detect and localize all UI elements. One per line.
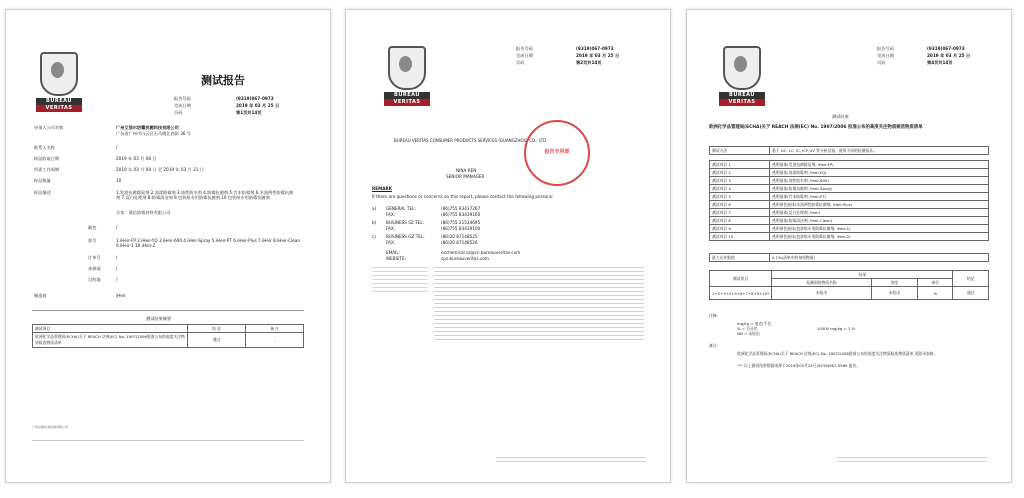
report-title: 测试报告 [201,74,245,87]
bureau-veritas-logo: BUREAU VERITAS [36,52,82,112]
signer-name: NINA REN [456,168,477,173]
sample-description: 1.发泡抗菌除臭剂 2.油漆防霉剂 3.油性防水剂 4.防霉抗菌剂 5.竹木防霉剂 6.水油两性防霉抗菌剂 7.反白处理剂 8.防霉清洁剂 9.包装纸专用防霉抗菌剂 10.包装纸专用防霉抗菌剂 [116,190,294,200]
section-label: 测试结果 [832,114,849,119]
fine-print-left [372,264,428,294]
header-row-date: 完成日期 [174,103,191,108]
result-table: 测试项目 结果 结论 检测到的物质名称 浓度 单位 1+2+3+4+5+6+7+8+9+10* 未检出 未检出 % 通过 [709,270,989,300]
report-page-3: BUREAU VERITAS 报告号码 (9319)067-0973 完成日期 2019 年 03 月 25 日 页码 第4页共14页 测试结果 欧洲化学品管理局(ECHA)关于 REACH 法规(EC) No. 1907/2006 批准公布的高度关注物质候选物质清单 测试方法 基于 GC, LC, IC, ICP,UV 等分析仪器，使用不同的检测技术。 测试项目 1 透明液体(发泡抗菌除臭剂, iHeir-FP) 测试项目 2 透明液体(油漆防霉剂, iHeir-YQ) 测试项目 3 透明液体(油性防水剂, iHeir-600) 测试项目 4 透明液体(防霉抗菌剂, iHeir-Spray) 测试项目 5 透明液体(竹木防霉剂, iHeir-PT) 测试项目 6 透明黄色液体(水油两性防霉抗菌剂, iHeir-Plus) 测试项目 7 透明液体(反白处理剂, iHeir) 测试项目 8 透明液体(防霉清洁剂, iHeir-Clean) 测试项目 9 透明黄色液体(包装纸专用防霉抗菌剂, iHeir-1) 测试项目 10 透明黄色液体(包装纸专用防霉抗菌剂, iHeir-2) 最大允许限值 0.1%(清单中的每项物质) 测试项目 结果 结论 检测到的物质名称 浓度 单位 1+2+3+4+5+6+7+8+9+10* 未检出 未检出 % 通过 注释: mg/kg = 毫克/千克 % = 百分比 10000 mg/kg = 1 % ND = 未检出 备注: 欧洲化学品管理局(ECHA)关于 REACH 法规(EC) No. 1907/2006批准公布的高度关注物质候选物质清单,见附录表格。 “*” 以上测试结果数据来源于2019年03月25日(9319)067-0969 报告。 [686,9,1012,483]
header-row-page: 页码 [174,110,183,115]
applicant-value: 广州艾浩尔防霉抗菌科技有限公司 [116,125,179,130]
page1-footer: 广州必维技术检测有限公司 [32,425,69,429]
signer-title: SENIOR MANAGER [446,174,485,179]
limit-table: 最大允许限值 0.1%(清单中的每项物质) [709,253,989,262]
table-row: 测试项目 8 透明液体(防霉清洁剂, iHeir-Clean) [710,217,989,225]
table-row: 测试项目 1 透明液体(发泡抗菌除臭剂, iHeir-FP) [710,161,989,169]
remark-title: REMARK [372,186,392,191]
bureau-veritas-logo: BUREAU VERITAS [719,46,765,106]
table-row: 测试项目 4 透明液体(防霉抗菌剂, iHeir-Spray) [710,185,989,193]
table-row: 测试项目 2 透明液体(油漆防霉剂, iHeir-YQ) [710,169,989,177]
fine-print-footer [837,454,987,464]
sample-items-table [709,160,989,241]
summary-table: 测试项目 结 论 备 注 欧洲化学品管理局(ECHA)关于 REACH 法规(EC) No. 1907/2006批准公布的高度关注物质候选物质清单 通过 - [32,324,304,348]
official-seal: 报告专用章 [524,120,590,186]
table-row: 测试项目 3 透明液体(油性防水剂, iHeir-600) [710,177,989,185]
fine-print-terms [434,264,644,342]
applicant-label: 申请人公司名称 [34,125,64,130]
shield-icon [723,46,761,90]
table-row: 测试项目 10 透明黄色液体(包装纸专用防霉抗菌剂, iHeir-2) [710,233,989,241]
table-row: 测试项目 7 透明液体(反白处理剂, iHeir) [710,209,989,217]
shield-icon [40,52,78,96]
report-page-1: BUREAU VERITAS 测试报告 报告号码 (9319)067-0973 完成日期 2019 年 03 月 25 日 页码 第1页共14页 申请人公司名称 广州艾浩尔防霉抗菌科技有限公司 广东省广州市白云区石马桃北西街 36 号 联系人名称 / 样品收取日期 2019 年 03 月 08 日 所需工作周期 2019 年 03 月 08 日 至 2019 年 03 月 21 日 样品数量 10 样品描述 1.发泡抗菌除臭剂 2.油漆防霉剂 3.油性防水剂 4.防霉抗菌剂 5.竹木防霉剂 6.水油两性防霉抗菌剂 7.反白处理剂 8.防霉清洁剂 9.包装纸专用防霉抗菌剂 10.包装纸专用防霉抗菌剂 买家：奥信防霉材料有限公司 颜色 / 款号 1.iHeir-FP 2.iHeir-YQ 3.iHeir-600 4.iHeir-Spray 5.iHeir-PT 6.iHeir-Plus 7.iHeir 8.iHeir-Clean 9.iHeir-1 10.iHeir-2 订单号 / 来源地 / 目的地 / 制造商 iHeir 测试结果摘要 测试项目 结 论 备 注 欧洲化学品管理局(ECHA)关于 REACH 法规(EC) No. 1907/2006批准公布的高度关注物质候选物质清单 通过 - 广州必维技术检测有限公司 [5,9,331,483]
table-row: 测试项目 5 透明液体(竹木防霉剂, iHeir-PT) [710,193,989,201]
method-table: 测试方法 基于 GC, LC, IC, ICP,UV 等分析仪器，使用不同的检测技术。 [709,146,989,155]
contact-email: ecchemical.sz@cn.bureauveritas.com [441,250,521,255]
result-conclusion: 通过 [953,287,989,300]
summary-result: 通过 [188,333,246,348]
section-heading: 欧洲化学品管理局(ECHA)关于 REACH 法规(EC) No. 1907/2006 批准公布的高度关注物质候选物质清单 [709,125,923,130]
divider [32,310,304,311]
summary-item: 欧洲化学品管理局(ECHA)关于 REACH 法规(EC) No. 1907/2006批准公布的高度关注物质候选物质清单 [33,333,188,348]
shield-icon [388,46,426,90]
lab-company-name: BUREAU VERITAS CONSUMER PRODUCTS SERVICES (GUANGZHOU) CO., LTD [394,138,547,143]
table-row: 1+2+3+4+5+6+7+8+9+10* 未检出 未检出 % 通过 [710,287,989,300]
table-row: 测试项目 9 透明黄色液体(包装纸专用防霉抗菌剂, iHeir-1) [710,225,989,233]
table-row: 测试项目 6 透明黄色液体(水油两性防霉抗菌剂, iHeir-Plus) [710,201,989,209]
header-row-report-no: 报告号码 [174,96,191,101]
fine-print-footer [496,454,646,464]
applicant-address: 广东省广州市白云区石马桃北西街 36 号 [116,131,191,136]
style-number: 1.iHeir-FP 2.iHeir-YQ 3.iHeir-600 4.iHeir-Spray 5.iHeir-PT 6.iHeir-Plus 7.iHeir 8.iHeir-Clean 9.iHeir-1 10.iHeir-2 [116,238,301,248]
remark-text: If there are questions or concerns on this report, please contact the following persons: [372,194,554,199]
contact-website: cps.bureauveritas.com [441,256,489,261]
summary-title: 测试结果摘要 [146,316,172,321]
report-page-2: BUREAU VERITAS 报告号码 (9319)067-0973 完成日期 2019 年 03 月 25 日 页码 第2页共14页 BUREAU VERITAS CONSUMER PRODUCTS SERVICES (GUANGZHOU) CO., LTD 报告专用章 NINA REN SENIOR MANAGER REMARK If there are questions or concerns on this report, please contact the following persons: a) GENERAL TEL: (86)755 83437267 FAX: (86)755 83439160 b) BUSINESS SZ TEL: (86)755 21534695 FAX: (86)755 83439100 c) BUSINESS GZ TEL: (86)20 87148525 FAX: (86)20 87148526 EMAIL: ecchemical.sz@cn.bureauveritas.com WEBSITE: cps.bureauveritas.com [345,9,671,483]
bureau-veritas-logo: BUREAU VERITAS [384,46,430,106]
